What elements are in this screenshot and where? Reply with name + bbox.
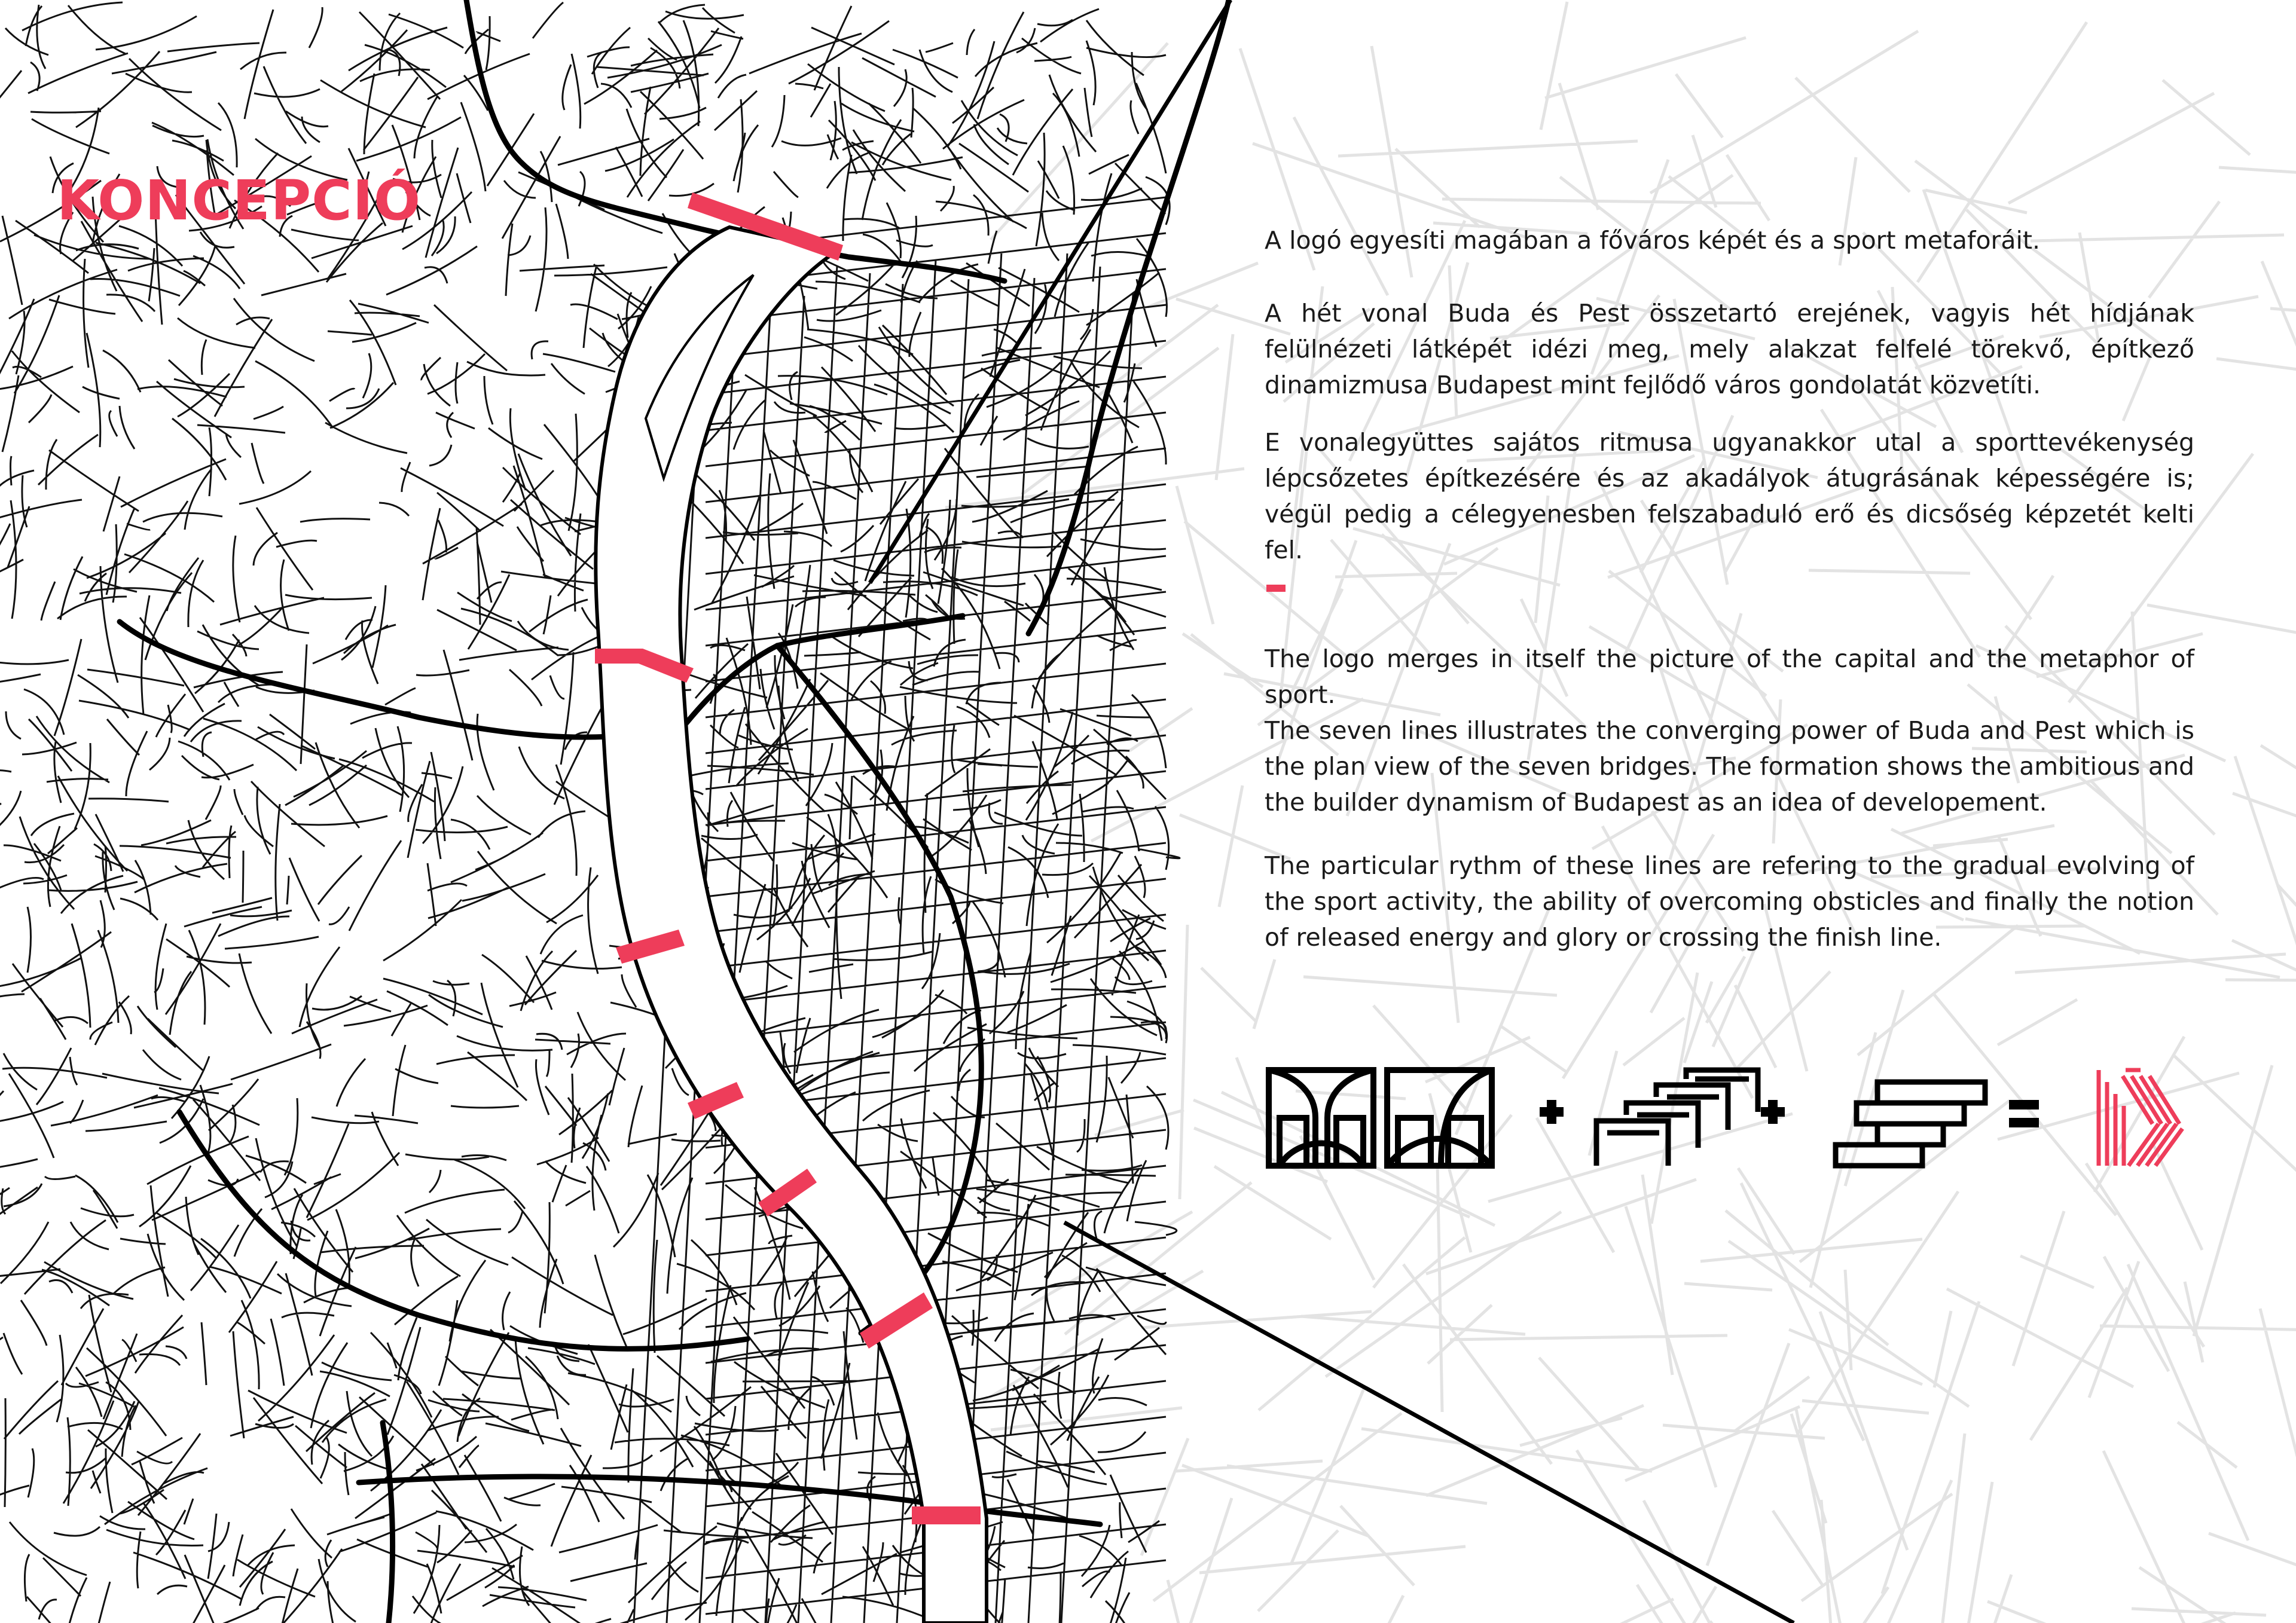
final-logo-icon (2099, 1070, 2182, 1166)
bridges-symbol-icon (1269, 1070, 1492, 1166)
plus-operator-icon (1540, 1100, 1564, 1124)
plus-operator-icon (1761, 1100, 1785, 1124)
english-paragraph-1: The logo merges in itself the picture of the capital and the metaphor of sport. (1265, 644, 2194, 709)
bridge-7 (912, 1506, 981, 1524)
hungarian-paragraph-1: A logó egyesíti magában a főváros képét és a sport metaforáit. (1265, 226, 2041, 255)
equals-operator-icon (2009, 1100, 2039, 1127)
street-network (0, 2, 1180, 1623)
hungarian-paragraph-2: A hét vonal Buda és Pest összetartó erejének, vagyis hét hídjának felülnézeti látképét idézi meg, mely alakzat felfelé törekvő, építkező dinamizmusa Budapest mint fejlődő város gondolatát közvetíti. (1265, 299, 2194, 399)
stairs-symbol-icon (1836, 1082, 1985, 1166)
hungarian-paragraph-3: E vonalegyüttes sajátos ritmusa ugyanakkor utal a sporttevékenység lépcsőzetes építkezésére és az akadályok átugrásának képességére is; végül pedig a célegyenesben felszabaduló erő és dicsőség képzetét kelti fel. (1265, 428, 2194, 564)
page-title: KONCEPCIÓ (57, 169, 422, 233)
logo-equation (1262, 1058, 2206, 1178)
hurdles-symbol-icon (1596, 1070, 1758, 1166)
english-paragraph-2: The seven lines illustrates the converging power of Buda and Pest which is the plan view of the seven bridges. The formation shows the ambitious and the builder dynamism of Budapest as an idea of developement. (1265, 716, 2194, 817)
english-paragraph-3: The particular rythm of these lines are refering to the gradual evolving of the sport activity, the ability of overcoming obsticles and finally the notion of released energy and glory or crossing the finish line. (1265, 851, 2194, 952)
street-lines (0, 2, 1180, 1623)
language-separator-dash (1266, 585, 1286, 592)
